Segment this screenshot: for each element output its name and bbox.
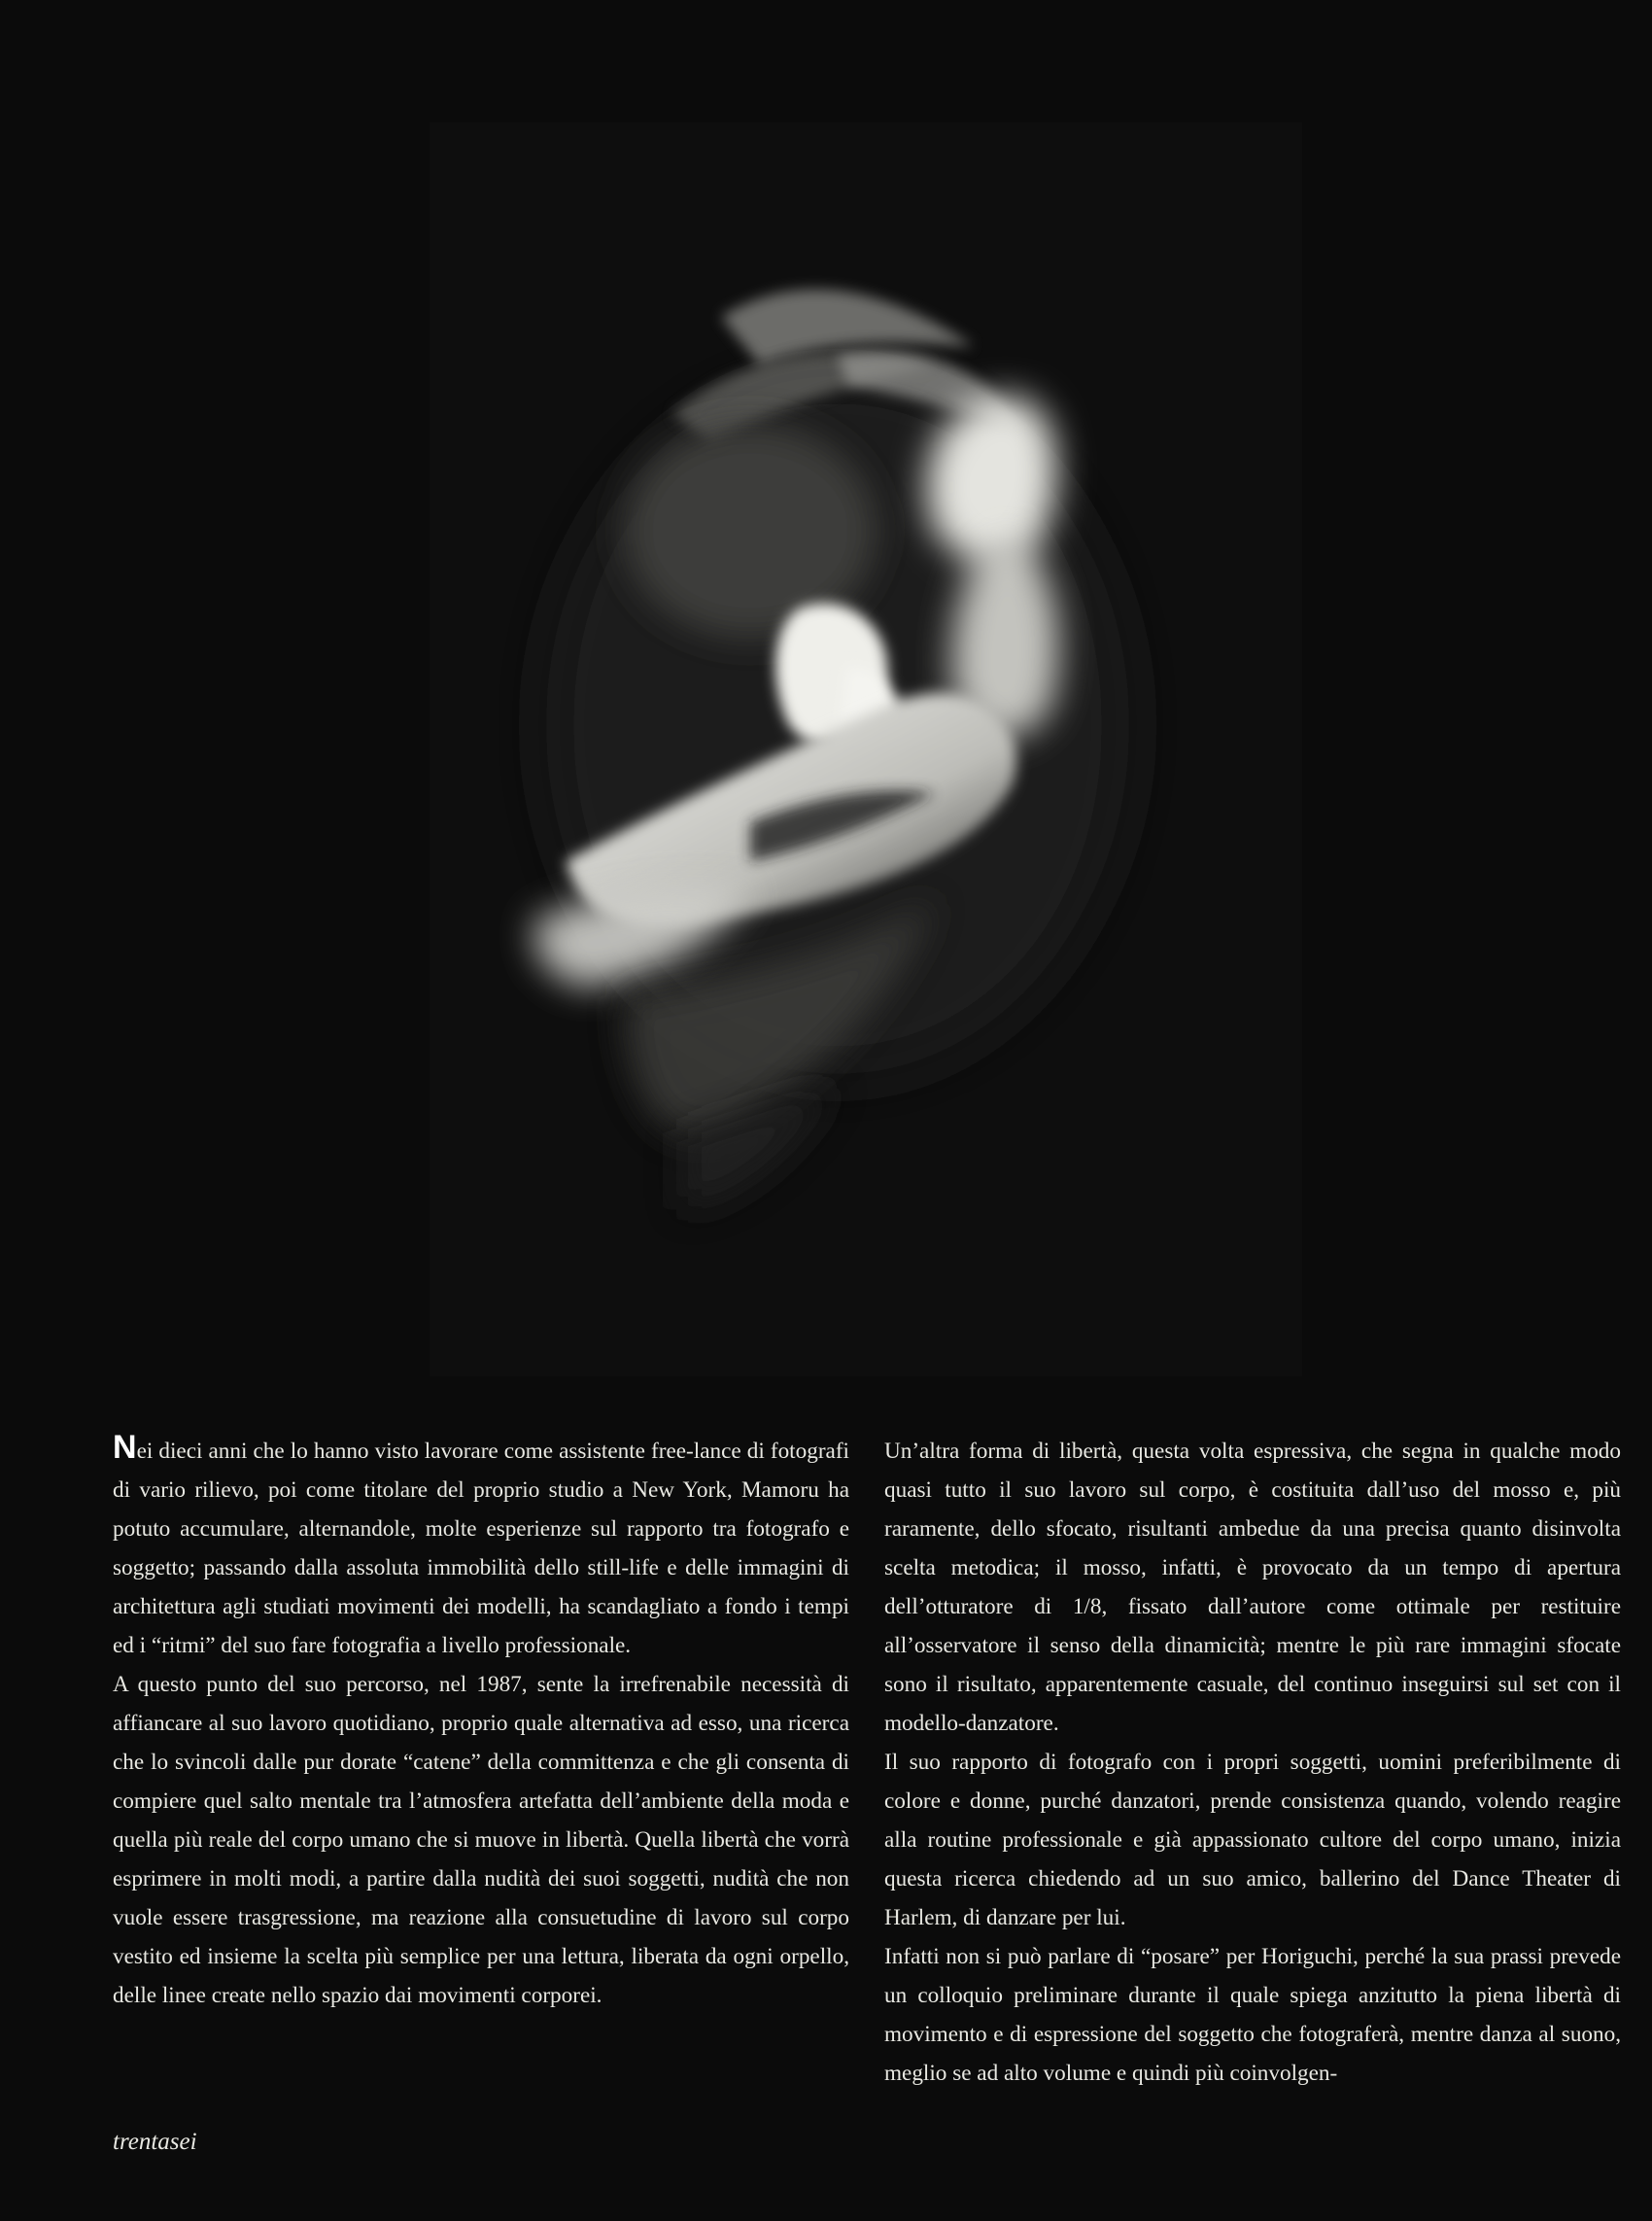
paragraph bbox=[113, 1429, 849, 1665]
drop-cap: N bbox=[113, 1429, 137, 1466]
paragraph: Il suo rapporto di fotografo con i propri soggetti, uomini preferibilmente di colore e donne, purché danzatori, prende consistenza quando, volendo reagire alla routine professionale e già appassionato cultore del corpo umano, inizia questa ricerca chiedendo ad un suo amico, ballerino del Dance Theater di Harlem, di danzare per lui. bbox=[884, 1750, 1621, 1930]
paragraph: Un’altra forma di libertà, questa volta espressiva, che segna in qualche modo quasi tutto il suo lavoro sul corpo, è costituita dall’uso del mosso e, più raramente, dello sfocato, risultanti ambedue da una precisa quanto disinvolta scelta metodica; il mosso, infatti, è provocato da un tempo di apertura dell’otturatore di 1/8, fissato dall’autore come ottimale per restituire all’osservatore il senso della dinamicità; mentre le più rare immagini sfocate sono il risultato, apparentemente casuale, del continuo inseguirsi sul set con il modello-danzatore. bbox=[884, 1439, 1621, 1736]
photo-image bbox=[430, 122, 1302, 1376]
article-left-column bbox=[113, 1429, 849, 2015]
article-right-column bbox=[884, 1432, 1621, 2093]
paragraph: A questo punto del suo percorso, nel 1987, sente la irrefrenabile necessità di affiancare al suo lavoro quotidiano, proprio quale alternativa ad esso, una ricerca che lo svincoli dalle pur dorate “catene” della committenza e che gli consenta di compiere quel salto mentale tra l’atmosfera artefatta dell’ambiente della moda e quella più reale del corpo umano che si muove in libertà. Quella libertà che vorrà esprimere in molti modi, a partire dalla nudità dei suoi soggetti, nudità che non vuole essere trasgressione, ma reazione alla consuetudine di lavoro sul corpo vestito ed insieme la scelta più semplice per una lettura, liberata da ogni orpello, delle linee create nello spazio dai movimenti corporei. bbox=[113, 1672, 849, 2008]
blurred-dancer-photo bbox=[430, 122, 1302, 1376]
paragraph: Infatti non si può parlare di “posare” per Horiguchi, perché la sua prassi prevede un colloquio preliminare durante il quale spiega anzitutto la piena libertà di movimento e di espressione del soggetto che fotograferà, mentre danza al suono, meglio se ad alto volume e quindi più coinvolgen- bbox=[884, 1944, 1621, 2086]
page-number: trentasei bbox=[113, 2129, 197, 2155]
paragraph-text: ei dieci anni che lo hanno visto lavorare come assistente free-lance di fotografi di vario rilievo, poi come titolare del proprio studio a New York, Mamoru ha potuto accumulare, alternandole, molte esperienze sul rapporto tra fotografo e soggetto; passando dalla assoluta immobilità dello still-life e delle immagini di architettura agli studiati movimenti dei modelli, ha scandagliato a fondo i tempi ed i “ritmi” del suo fare fotografia a livello professionale. bbox=[113, 1439, 849, 1658]
